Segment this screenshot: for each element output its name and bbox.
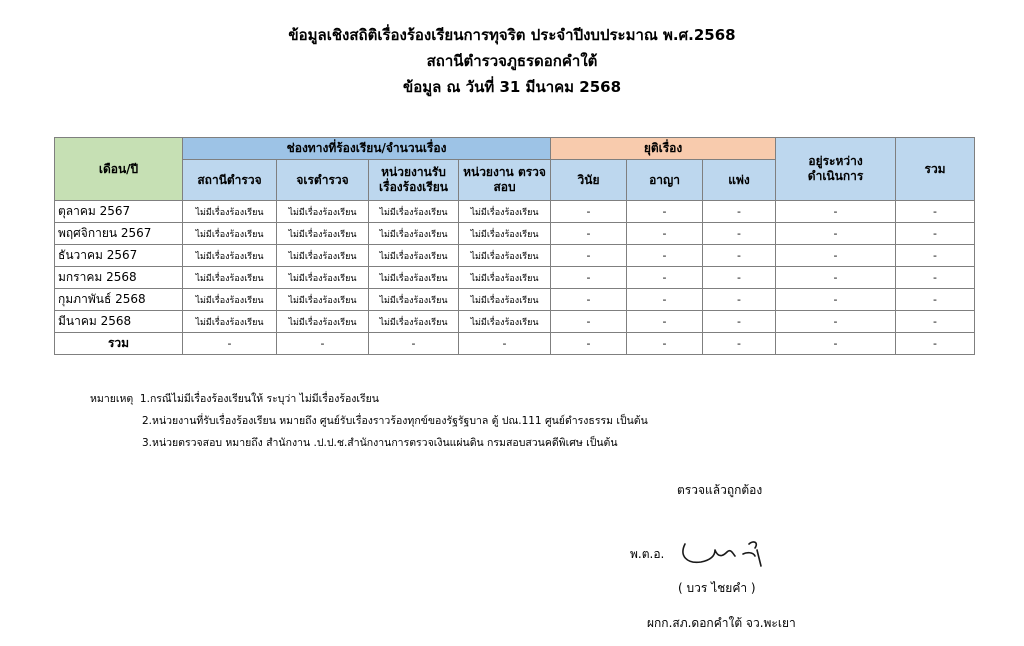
- total-row: [55, 333, 975, 355]
- complaint-statistics-table: [54, 137, 975, 355]
- channel-cell: ไม่มีเรื่องร้องเรียน: [459, 289, 551, 311]
- row-month: มีนาคม 2568: [55, 311, 183, 333]
- channel-cell: ไม่มีเรื่องร้องเรียน: [183, 311, 277, 333]
- closed-cell: -: [627, 311, 703, 333]
- total-cell: -: [896, 245, 975, 267]
- total-in-progress-cell: -: [776, 333, 896, 355]
- channel-cell: ไม่มีเรื่องร้องเรียน: [369, 223, 459, 245]
- closed-cell: -: [551, 311, 627, 333]
- in-progress-cell: -: [776, 223, 896, 245]
- total-cell: -: [896, 311, 975, 333]
- total-cell: -: [896, 201, 975, 223]
- table-row: [55, 201, 975, 223]
- closed-cell: -: [627, 289, 703, 311]
- closed-cell: -: [627, 245, 703, 267]
- channel-cell: ไม่มีเรื่องร้องเรียน: [369, 245, 459, 267]
- total-cell: -: [896, 267, 975, 289]
- note-item-1: 1.กรณีไม่มีเรื่องร้องเรียนให้ ระบุว่า ไม่มีเรื่องร้องเรียน: [139, 393, 379, 405]
- channel-cell: ไม่มีเรื่องร้องเรียน: [183, 201, 277, 223]
- channel-cell: ไม่มีเรื่องร้องเรียน: [459, 245, 551, 267]
- title-line-2: สถานีตำรวจภูธรดอกคำใต้: [426, 52, 598, 70]
- channel-cell: ไม่มีเรื่องร้องเรียน: [277, 311, 369, 333]
- closed-cell: -: [703, 201, 776, 223]
- total-cell: -: [896, 223, 975, 245]
- in-progress-cell: -: [776, 311, 896, 333]
- channel-cell: ไม่มีเรื่องร้องเรียน: [369, 201, 459, 223]
- total-closed-cell: -: [627, 333, 703, 355]
- channel-cell: ไม่มีเรื่องร้องเรียน: [459, 223, 551, 245]
- header-closed-discipline: วินัย: [551, 160, 627, 201]
- channel-cell: ไม่มีเรื่องร้องเรียน: [183, 289, 277, 311]
- header-channels-group: ช่องทางที่ร้องเรียน/จำนวนเรื่อง: [183, 138, 551, 160]
- channel-cell: ไม่มีเรื่องร้องเรียน: [277, 267, 369, 289]
- channel-cell: ไม่มีเรื่องร้องเรียน: [277, 245, 369, 267]
- closed-cell: -: [627, 223, 703, 245]
- total-closed-cell: -: [703, 333, 776, 355]
- closed-cell: -: [551, 267, 627, 289]
- in-progress-cell: -: [776, 267, 896, 289]
- title-line-1: ข้อมูลเชิงสถิติเรื่องร้องเรียนการทุจริต ประจำปีงบประมาณ พ.ศ.2568: [288, 26, 736, 44]
- total-channel-cell: -: [459, 333, 551, 355]
- closed-cell: -: [627, 267, 703, 289]
- in-progress-cell: -: [776, 245, 896, 267]
- total-cell: -: [896, 289, 975, 311]
- total-row-label: รวม: [55, 333, 183, 355]
- closed-cell: -: [627, 201, 703, 223]
- closed-cell: -: [551, 289, 627, 311]
- total-channel-cell: -: [183, 333, 277, 355]
- channel-cell: ไม่มีเรื่องร้องเรียน: [459, 267, 551, 289]
- header-total: รวม: [896, 138, 975, 201]
- channel-cell: ไม่มีเรื่องร้องเรียน: [459, 311, 551, 333]
- table-body: [55, 201, 975, 355]
- table-row: [55, 311, 975, 333]
- table-row: [55, 245, 975, 267]
- table-row: [55, 223, 975, 245]
- row-month: ธันวาคม 2567: [55, 245, 183, 267]
- channel-cell: ไม่มีเรื่องร้องเรียน: [369, 311, 459, 333]
- header-in-progress: อยู่ระหว่าง ดำเนินการ: [776, 138, 896, 201]
- in-progress-cell: -: [776, 289, 896, 311]
- title-line-3: ข้อมูล ณ วันที่ 31 มีนาคม 2568: [402, 78, 622, 96]
- header-closed-criminal: อาญา: [627, 160, 703, 201]
- closed-cell: -: [703, 267, 776, 289]
- closed-cell: -: [703, 311, 776, 333]
- note-item-2: 2.หน่วยงานที่รับเรื่องร้องเรียน หมายถึง ศูนย์รับเรื่องราวร้องทุกข์ของรัฐรัฐบาล ตู้ ปณ.111 ศูนย์ดำรงธรรม เป็นต้น: [142, 415, 648, 427]
- channel-cell: ไม่มีเรื่องร้องเรียน: [277, 289, 369, 311]
- grand-total-cell: -: [896, 333, 975, 355]
- channel-cell: ไม่มีเรื่องร้องเรียน: [183, 267, 277, 289]
- closed-cell: -: [703, 223, 776, 245]
- signer-position: ผกก.สภ.ดอกคำใต้ จว.พะเยา: [647, 616, 796, 630]
- notes-section: [90, 388, 648, 454]
- closed-cell: -: [703, 245, 776, 267]
- signer-name: ( บวร ไชยคำ ): [678, 581, 756, 595]
- verified-label: ตรวจแล้วถูกต้อง: [677, 483, 763, 497]
- channel-cell: ไม่มีเรื่องร้องเรียน: [277, 223, 369, 245]
- header-closed-group: ยุติเรื่อง: [551, 138, 776, 160]
- row-month: พฤศจิกายน 2567: [55, 223, 183, 245]
- table-row: [55, 267, 975, 289]
- total-channel-cell: -: [277, 333, 369, 355]
- row-month: ตุลาคม 2567: [55, 201, 183, 223]
- in-progress-cell: -: [776, 201, 896, 223]
- channel-cell: ไม่มีเรื่องร้องเรียน: [369, 289, 459, 311]
- handwritten-signature: [675, 530, 775, 570]
- channel-cell: ไม่มีเรื่องร้องเรียน: [459, 201, 551, 223]
- header-month: เดือน/ปี: [55, 138, 183, 201]
- document-title: [0, 22, 1024, 100]
- table-row: [55, 289, 975, 311]
- closed-cell: -: [551, 223, 627, 245]
- row-month: มกราคม 2568: [55, 267, 183, 289]
- signer-rank: พ.ต.อ.: [630, 547, 665, 561]
- channel-cell: ไม่มีเรื่องร้องเรียน: [183, 245, 277, 267]
- header-channel-inspector: จเรตำรวจ: [277, 160, 369, 201]
- channel-cell: ไม่มีเรื่องร้องเรียน: [369, 267, 459, 289]
- header-channel-audit-agency: หน่วยงาน ตรวจสอบ: [459, 160, 551, 201]
- channel-cell: ไม่มีเรื่องร้องเรียน: [277, 201, 369, 223]
- header-closed-civil: แพ่ง: [703, 160, 776, 201]
- note-item-3: 3.หน่วยตรวจสอบ หมายถึง สำนักงาน .ป.ป.ช.สำนักงานการตรวจเงินแผ่นดิน กรมสอบสวนคดีพิเศษ เป็นต้น: [142, 437, 618, 449]
- total-closed-cell: -: [551, 333, 627, 355]
- channel-cell: ไม่มีเรื่องร้องเรียน: [183, 223, 277, 245]
- closed-cell: -: [703, 289, 776, 311]
- closed-cell: -: [551, 245, 627, 267]
- row-month: กุมภาพันธ์ 2568: [55, 289, 183, 311]
- closed-cell: -: [551, 201, 627, 223]
- header-channel-station: สถานีตำรวจ: [183, 160, 277, 201]
- notes-prefix: หมายเหตุ: [90, 393, 134, 405]
- total-channel-cell: -: [369, 333, 459, 355]
- header-channel-receiving-agency: หน่วยงานรับ เรื่องร้องเรียน: [369, 160, 459, 201]
